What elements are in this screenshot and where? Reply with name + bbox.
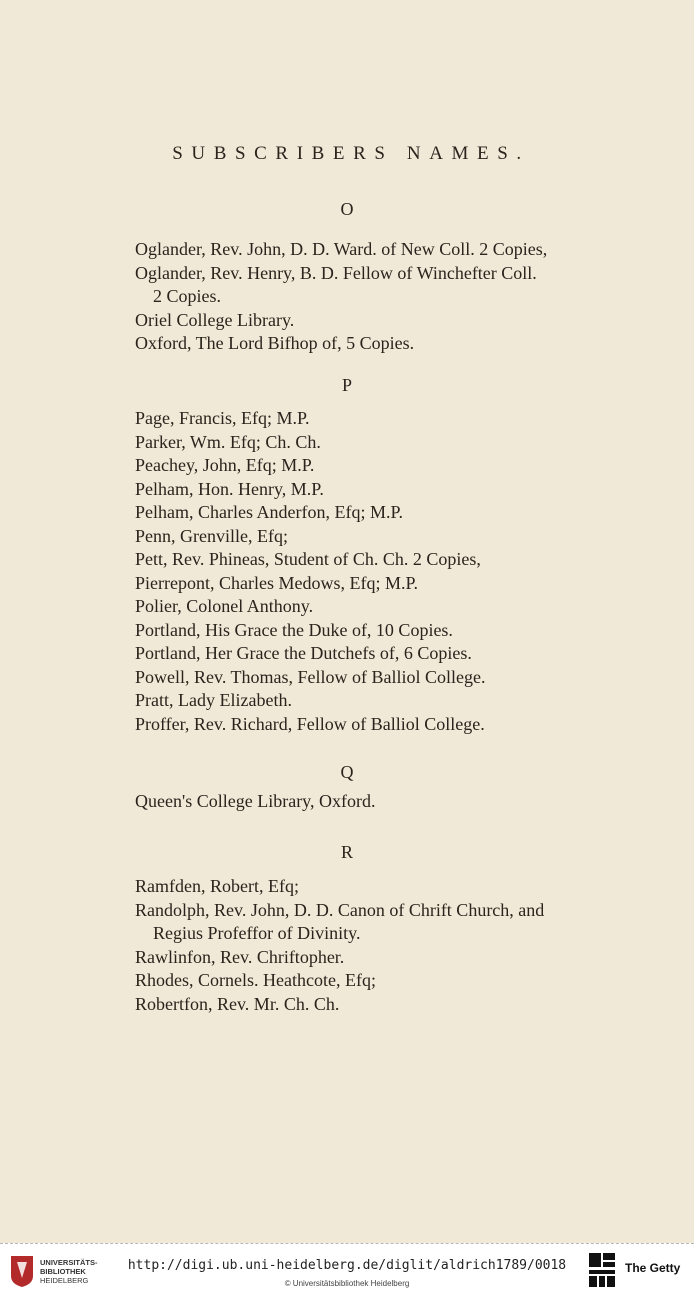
entry-text: Parker, Wm. Efq; Ch. Ch.: [135, 431, 321, 452]
entry-continuation: 2 Copies.: [153, 286, 222, 306]
list-item: [135, 875, 655, 899]
list-item: [135, 454, 655, 478]
entry-text: Portland, His Grace the Duke of, 10 Copies.: [135, 619, 453, 640]
section-q-entries: [135, 790, 655, 814]
page-title: SUBSCRIBERS NAMES.: [172, 143, 530, 164]
entry-text: Rhodes, Cornels. Heathcote, Efq;: [135, 970, 376, 990]
getty-logo-icon[interactable]: [588, 1252, 616, 1288]
entry-text: Oxford, The Lord Bifhop of, 5 Copies.: [135, 333, 415, 353]
list-item: [135, 899, 655, 946]
list-item: [135, 332, 655, 356]
entry-text: Oriel College Library.: [135, 309, 295, 330]
list-item: [135, 262, 655, 309]
list-item: [135, 993, 655, 1017]
section-r-entries: [135, 875, 655, 1016]
entry-text: Peachey, John, Efq; M.P.: [135, 455, 315, 475]
section-letter-o: O: [340, 199, 354, 219]
list-item: [135, 595, 655, 619]
entry-continuation: Regius Profeffor of Divinity.: [153, 923, 361, 943]
section-letter-r: R: [340, 842, 353, 862]
entry-text: Pratt, Lady Elizabeth.: [135, 690, 292, 710]
list-item: [135, 713, 655, 737]
entry-text: Page, Francis, Efq; M.P.: [135, 408, 310, 428]
section-letter-q: Q: [340, 762, 354, 782]
entry-text: Pierrepont, Charles Medows, Efq; M.P.: [135, 572, 418, 593]
entry-text: Oglander, Rev. John, D. D. Ward. of New Coll. 2 Copies,: [135, 239, 548, 259]
list-item: [135, 407, 655, 431]
entry-text: Queen's College Library, Oxford.: [135, 791, 376, 811]
copyright-text: © Universitätsbibliothek Heidelberg: [284, 1279, 410, 1288]
list-item: [135, 309, 655, 333]
partner-name[interactable]: The Getty: [625, 1261, 681, 1275]
entry-text: Proffer, Rev. Richard, Fellow of Balliol College.: [135, 713, 485, 734]
entry-text: Robertfon, Rev. Mr. Ch. Ch.: [135, 993, 340, 1014]
list-item: [135, 238, 655, 262]
section-o-entries: [135, 238, 655, 356]
entry-text: Randolph, Rev. John, D. D. Canon of Chrift Church, and: [135, 899, 545, 920]
institution-line: BIBLIOTHEK: [40, 1267, 86, 1276]
list-item: [135, 431, 655, 455]
list-item: [135, 501, 655, 525]
permalink-url[interactable]: http://digi.ub.uni-heidelberg.de/diglit/aldrich1789/0018: [127, 1258, 567, 1273]
entry-text: Polier, Colonel Anthony.: [135, 596, 314, 616]
section-p-entries: [135, 407, 655, 736]
entry-text: Pelham, Charles Anderfon, Efq; M.P.: [135, 502, 403, 522]
list-item: [135, 689, 655, 713]
list-item: [135, 572, 655, 596]
section-letter-p: P: [341, 375, 352, 395]
list-item: [135, 548, 655, 572]
list-item: [135, 969, 655, 993]
entry-text: Ramfden, Robert, Efq;: [135, 876, 299, 896]
institution-line: HEIDELBERG: [40, 1276, 89, 1285]
entry-text: Pett, Rev. Phineas, Student of Ch. Ch. 2 Copies,: [135, 549, 481, 569]
list-item: [135, 642, 655, 666]
list-item: [135, 946, 655, 970]
entry-text: Portland, Her Grace the Dutchefs of, 6 Copies.: [135, 643, 472, 663]
entry-text: Pelham, Hon. Henry, M.P.: [135, 478, 324, 499]
list-item: [135, 478, 655, 502]
list-item: [135, 525, 655, 549]
entry-text: Penn, Grenville, Efq;: [135, 525, 288, 546]
entry-text: Rawlinfon, Rev. Chriftopher.: [135, 946, 345, 967]
entry-text: Powell, Rev. Thomas, Fellow of Balliol College.: [135, 666, 486, 687]
list-item: [135, 619, 655, 643]
entry-text: Oglander, Rev. Henry, B. D. Fellow of Winchefter Coll.: [135, 262, 537, 283]
institution-line: UNIVERSITÄTS-: [40, 1258, 98, 1267]
footer-bar: [0, 1243, 694, 1298]
list-item: [135, 790, 655, 814]
list-item: [135, 666, 655, 690]
